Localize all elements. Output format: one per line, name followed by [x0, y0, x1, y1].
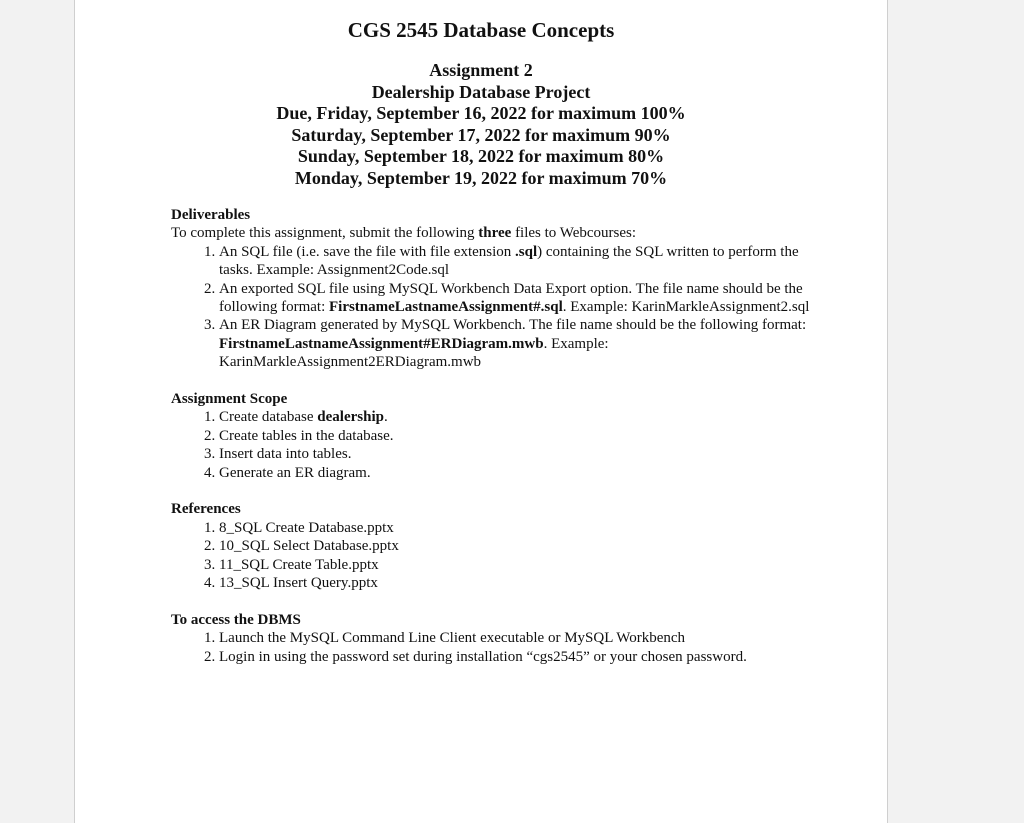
list-item: 1. Launch the MySQL Command Line Client executable or MySQL Workbench	[219, 629, 811, 647]
item-text: An ER Diagram generated by MySQL Workbench. The file name should be the following format:	[219, 317, 807, 334]
assignment-number: Assignment 2	[429, 60, 533, 80]
deliverables-list	[171, 243, 811, 372]
item-text: . Example: KarinMarkleAssignment2ERDiagram.mwb	[219, 335, 609, 371]
assignment-header	[75, 60, 887, 189]
list-item: 4. Generate an ER diagram.	[219, 464, 811, 482]
item-text: . Example: KarinMarkleAssignment2.sql	[562, 299, 810, 316]
list-item: 1. 8_SQL Create Database.pptx	[219, 519, 811, 537]
intro-text-end: files to Webcourses:	[511, 225, 637, 242]
scope-heading: Assignment Scope	[171, 391, 288, 408]
list-item: 3. Insert data into tables.	[219, 445, 811, 463]
item-bold: dealership	[317, 409, 384, 426]
references-list	[171, 519, 811, 593]
deliverables-intro	[171, 224, 811, 242]
list-item	[219, 243, 811, 280]
list-item: 2. 10_SQL Select Database.pptx	[219, 537, 811, 555]
item-text: .	[383, 409, 388, 426]
deliverables-heading: Deliverables	[171, 207, 251, 223]
document-page	[74, 0, 888, 823]
item-bold: .sql	[515, 243, 538, 260]
project-name: Dealership Database Project	[371, 81, 591, 102]
list-item: 3. 11_SQL Create Table.pptx	[219, 556, 811, 574]
item-text: Create database	[219, 409, 318, 426]
scope-list	[171, 408, 811, 482]
intro-bold: three	[478, 225, 512, 242]
intro-text: To complete this assignment, submit the following	[171, 225, 479, 242]
list-item: 4. 13_SQL Insert Query.pptx	[219, 574, 811, 592]
dbms-list	[171, 629, 811, 666]
document-body	[171, 206, 811, 666]
list-item: 2. Create tables in the database.	[219, 427, 811, 445]
item-text: An exported SQL file using MySQL Workbench Data Export option. The file name should be the following format:	[219, 280, 803, 316]
references-heading: References	[171, 501, 241, 518]
item-bold: FirstnameLastnameAssignment#ERDiagram.mwb	[219, 335, 544, 352]
due-date-80: Sunday, September 18, 2022 for maximum 80%	[297, 146, 665, 166]
dbms-heading: To access the DBMS	[171, 611, 301, 628]
item-text: ) containing the SQL written to perform the tasks. Example: Assignment2Code.sql	[219, 243, 799, 279]
list-item	[219, 316, 811, 371]
list-item	[219, 280, 811, 317]
list-item: 2. Login in using the password set during installation “cgs2545” or your chosen password.	[219, 648, 811, 666]
due-date-70: Monday, September 19, 2022 for maximum 70%	[294, 167, 668, 188]
due-date-100: Due, Friday, September 16, 2022 for maximum 100%	[276, 103, 686, 123]
item-bold: FirstnameLastnameAssignment#.sql	[328, 299, 563, 316]
due-date-90: Saturday, September 17, 2022 for maximum 90%	[291, 124, 671, 145]
list-item	[219, 408, 811, 426]
item-text: An SQL file (i.e. save the file with file extension	[219, 243, 516, 260]
document-title: CGS 2545 Database Concepts	[347, 18, 615, 42]
